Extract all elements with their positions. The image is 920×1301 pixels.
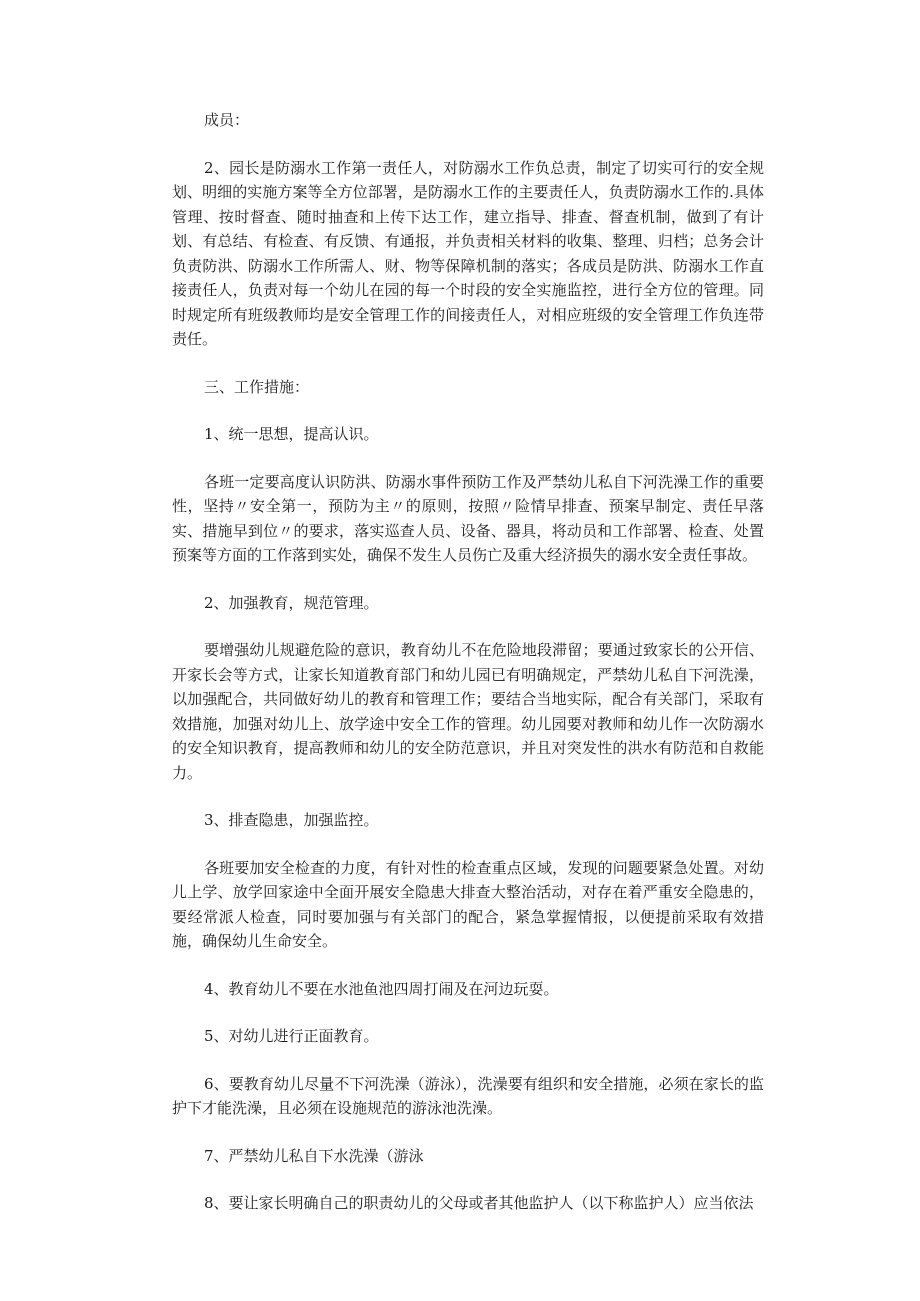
measure-1-body: 各班一定要高度认识防洪、防溺水事件预防工作及严禁幼儿私自下河洗澡工作的重要性，坚持〃安全第一，预防为主〃的原则，按照〃险情早排查、预案早制定、责任早落实、措施早到位〃的要求，落实巡查人员、设备、器具，将动员和工作部署、检查、处置预案等方面的工作落到实处，确保不发生人员伤亡及重大经济损失的溺水安全责任事故。 <box>172 472 764 564</box>
measure-2-heading: 2、加强教育，规范管理。 <box>204 593 379 612</box>
section-heading-work-measures: 三、工作措施： <box>204 377 310 396</box>
measure-2-body: 要增强幼儿规避危险的意识，教育幼儿不在危险地段滞留；要通过致家长的公开信、开家长会等方式，让家长知道教育部门和幼儿园已有明确规定，严禁幼儿私自下河洗澡，以加强配合，共同做好幼儿的教育和管理工作；要结合当地实际，配合有关部门，采取有效措施，加强对幼儿上、放学途中安全工作的管理。幼儿园要对教师和幼儿作一次防溺水的安全知识教育，提高教师和幼儿的安全防范意识，并且对突发性的洪水有防范和自救能力。 <box>172 641 764 782</box>
measure-1-heading: 1、统一思想，提高认识。 <box>204 425 379 443</box>
measure-5-item: 5、对幼儿进行正面教育。 <box>204 1027 379 1045</box>
members-label: 成员： <box>204 111 250 129</box>
paragraph-principal-responsibility: 2、园长是防溺水工作第一责任人，对防溺水工作负总责，制定了切实可行的安全规划、明细的实施方案等全方位部署，是防溺水工作的主要责任人，负责防溺水工作的.具体管理、按时督查、随时抽查和上传下达工作，建立指导、排查、督查机制，做到了有计划、有总结、有检查、有反馈、有通报，并负责相关材料的收集、整理、归档；总务会计负责防洪、防溺水工作所需人、财、物等保障机制的落实；各成员是防洪、防溺水工作直接责任人，负责对每一个幼儿在园的每一个时段的安全实施监控，进行全方位的管理。同时规定所有班级教师均是安全管理工作的间接责任人，对相应班级的安全管理工作负连带责任。 <box>172 158 764 348</box>
measure-4-item: 4、教育幼儿不要在水池鱼池四周打闹及在河边玩耍。 <box>204 979 559 998</box>
measure-8-item: 8、要让家长明确自己的职责幼儿的父母或者其他监护人（以下称监护人）应当依法 <box>204 1194 754 1212</box>
measure-7-item: 7、严禁幼儿私自下水洗澡（游泳 <box>204 1146 424 1165</box>
measure-3-heading: 3、排查隐患，加强监控。 <box>204 811 379 829</box>
measure-6-item: 6、要教育幼儿尽量不下河洗澡（游泳），洗澡要有组织和安全措施，必须在家长的监护下才能洗澡，且必须在设施规范的游泳池洗澡。 <box>172 1074 764 1117</box>
document-body <box>172 108 764 1216</box>
measure-3-body: 各班要加安全检查的力度，有针对性的检查重点区域，发现的问题要紧急处置。对幼儿上学、放学回家途中全面开展安全隐患大排查大整治活动，对存在着严重安全隐患的，要经常派人检查，同时要加强与有关部门的配合，紧急掌握情报，以便提前采取有效措施，确保幼儿生命安全。 <box>172 858 764 950</box>
